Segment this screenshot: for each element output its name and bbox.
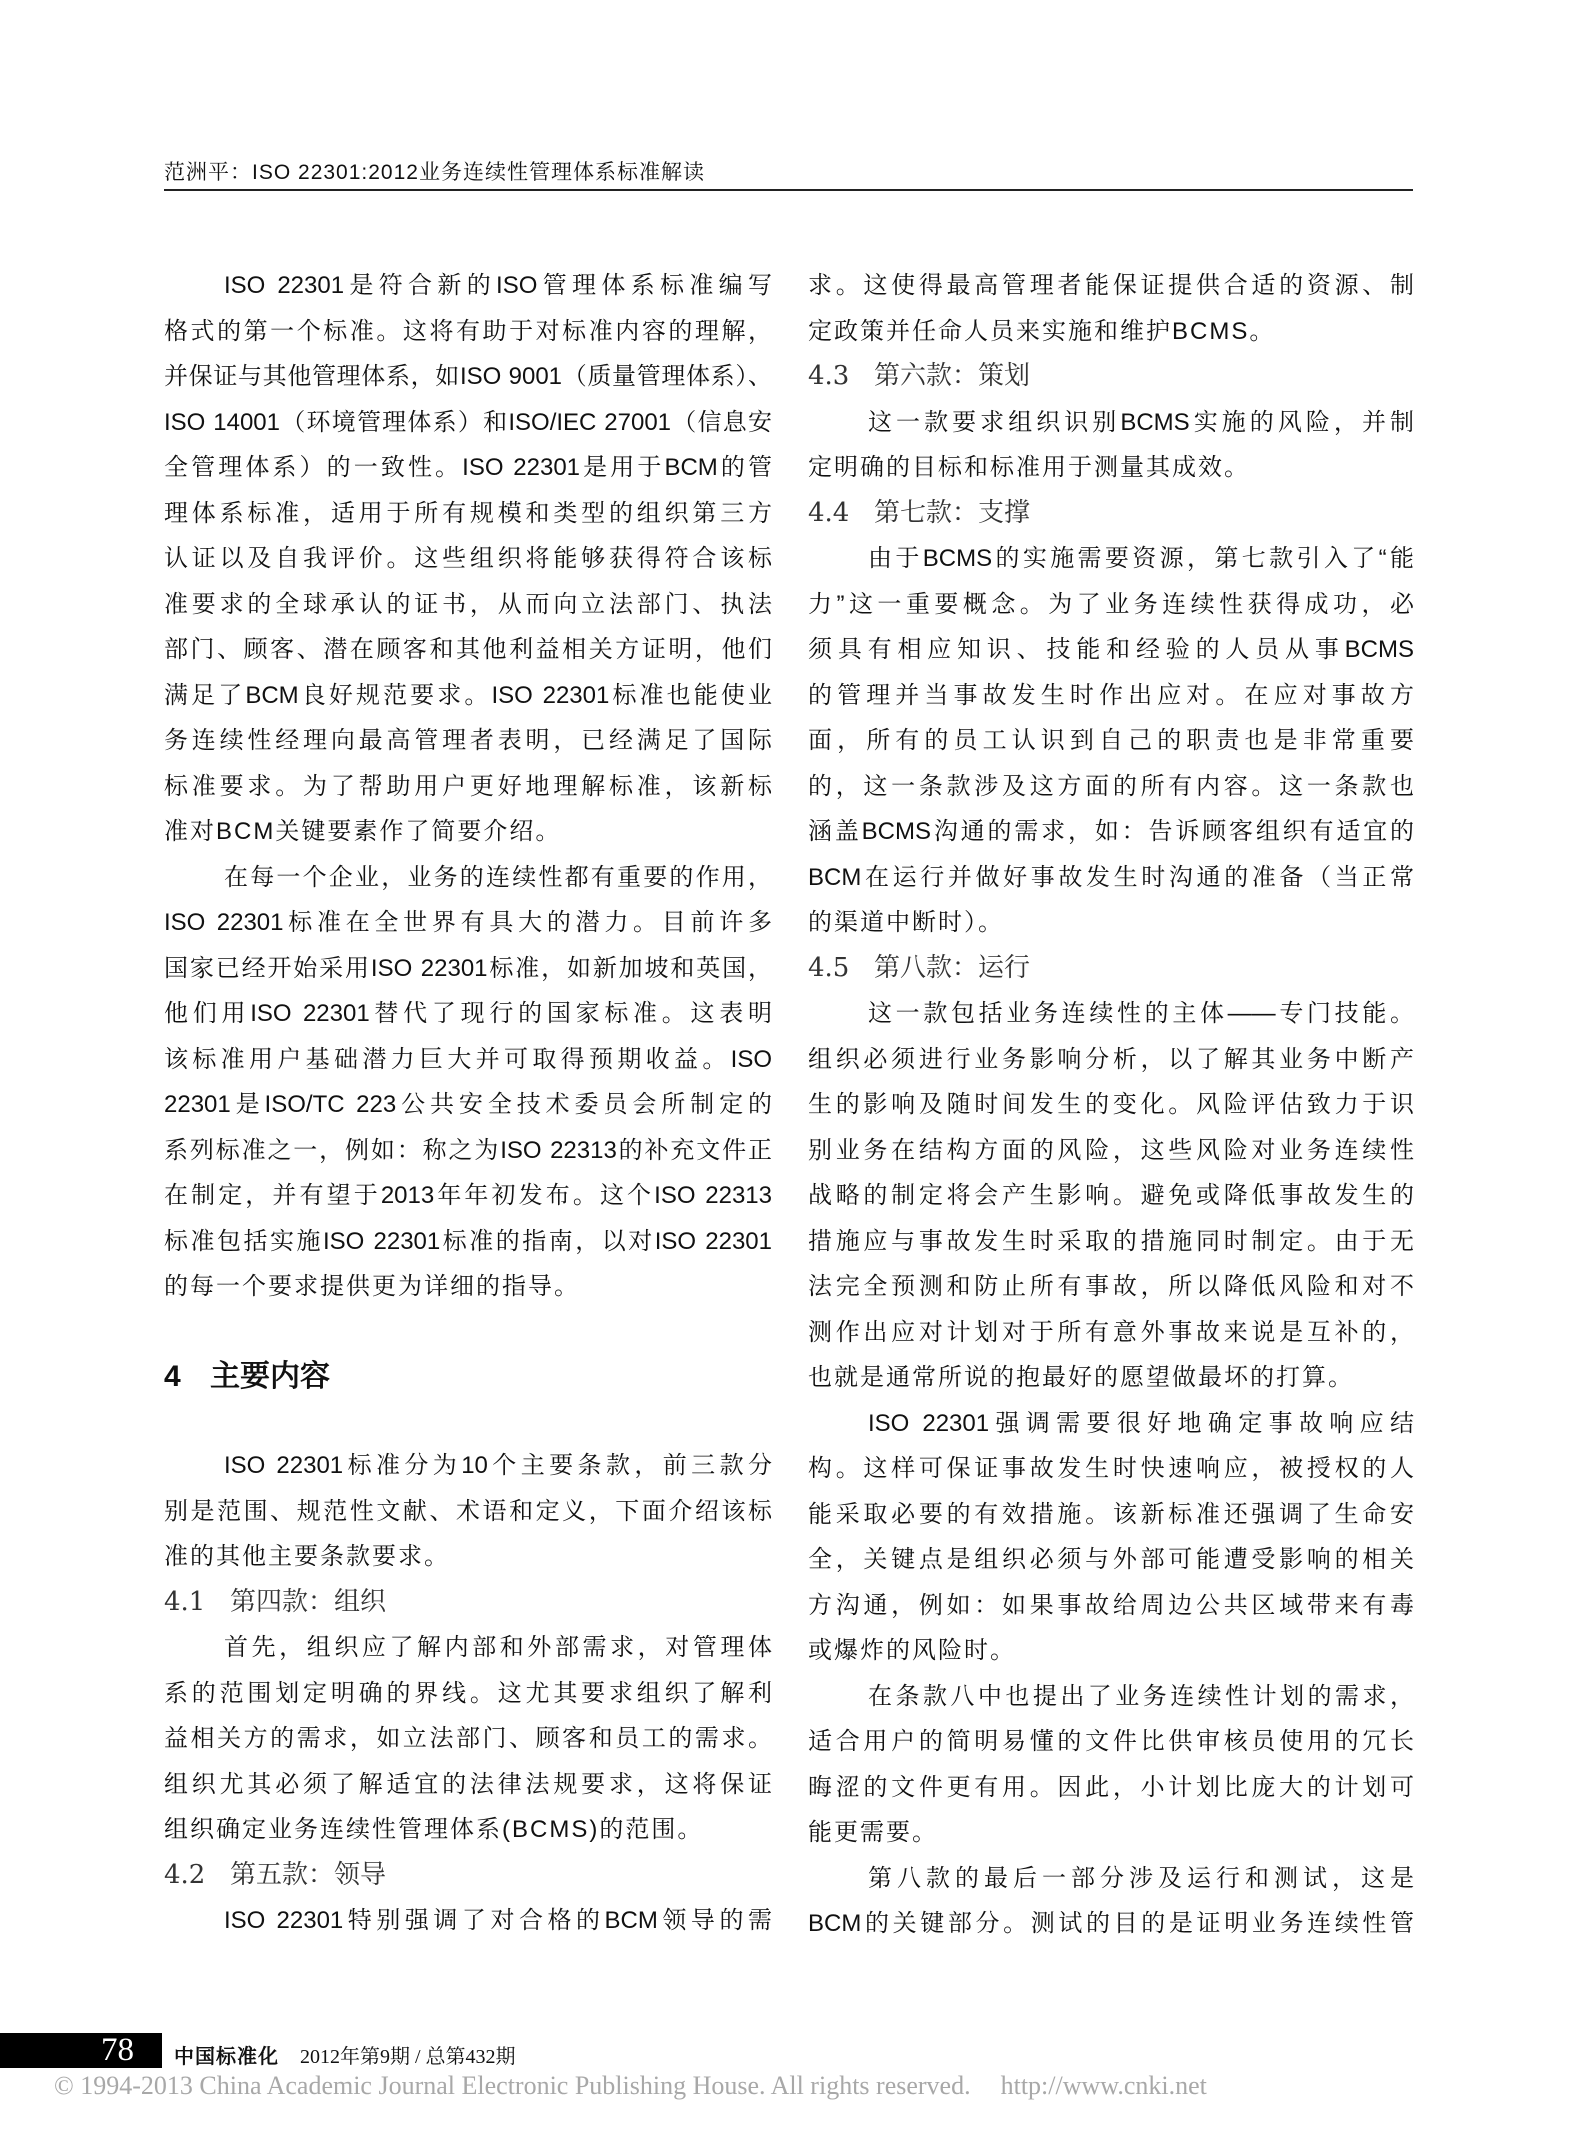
text-line: 测作出应对计划对于所有意外事故来说是互补的， bbox=[808, 1318, 1414, 1346]
text-line: BCM在运行并做好事故发生时沟通的准备（当正常 bbox=[808, 863, 1414, 891]
text-line: 的每一个要求提供更为详细的指导。 bbox=[164, 1273, 580, 1300]
text-line: 能采取必要的有效措施。该新标准还强调了生命安 bbox=[808, 1500, 1414, 1528]
heading-title: 第四款：组织 bbox=[230, 1586, 387, 1617]
text-line: 满足了BCM良好规范要求。ISO 22301标准也能使业 bbox=[164, 681, 772, 709]
page-number-box bbox=[0, 2033, 162, 2068]
copyright-text: © 1994-2013 China Academic Journal Electronic Publishing House. All rights reserved. bbox=[54, 2071, 971, 2100]
text-line: 全，关键点是组织必须与外部可能遭受影响的相关 bbox=[808, 1546, 1414, 1573]
text-line: 组织必须进行业务影响分析，以了解其业务中断产 bbox=[808, 1045, 1414, 1073]
text-line: ISO 22301标准分为10个主要条款，前三款分 bbox=[224, 1452, 772, 1479]
header-rule bbox=[164, 189, 1413, 191]
text-line: 益相关方的需求，如立法部门、顾客和员工的需求。 bbox=[164, 1725, 772, 1752]
paragraph bbox=[164, 263, 772, 855]
text-line: 涵盖BCMS沟通的需求，如：告诉顾客组织有适宜的 bbox=[808, 818, 1414, 845]
text-line: 由于BCMS的实施需要资源，第七款引入了“能 bbox=[868, 545, 1414, 572]
heading-number: 4 bbox=[164, 1359, 181, 1393]
text-line: 晦涩的文件更有用。因此，小计划比庞大的计划可 bbox=[808, 1773, 1414, 1801]
text-line: 格式的第一个标准。这将有助于对标准内容的理解， bbox=[164, 317, 772, 345]
paragraph bbox=[808, 991, 1414, 1401]
text-line: 面，所有的员工认识到自己的职责也是非常重要 bbox=[808, 727, 1414, 754]
text-line: 22301是ISO/TC 223公共安全技术委员会所制定的 bbox=[164, 1091, 772, 1118]
text-line: 措施应与事故发生时采取的措施同时制定。由于无 bbox=[808, 1227, 1414, 1255]
subsection-heading bbox=[808, 946, 1414, 992]
paragraph bbox=[164, 1625, 772, 1853]
text-line: 方沟通，例如：如果事故给周边公共区域带来有毒 bbox=[808, 1591, 1414, 1619]
text-line: 部门、顾客、潜在顾客和其他利益相关方证明，他们 bbox=[164, 636, 772, 663]
text-line: 别是范围、规范性文献、术语和定义，下面介绍该标 bbox=[164, 1497, 772, 1525]
cnki-url[interactable]: http://www.cnki.net bbox=[1000, 2071, 1207, 2100]
heading-number: 4.4 bbox=[808, 497, 850, 528]
subsection-heading bbox=[808, 491, 1414, 537]
heading-title: 主要内容 bbox=[210, 1359, 330, 1393]
copyright-line bbox=[54, 2071, 1207, 2101]
text-line: 并保证与其他管理体系，如ISO 9001（质量管理体系）、 bbox=[164, 363, 772, 390]
left-column bbox=[164, 263, 772, 1944]
text-line: ISO 14001（环境管理体系）和ISO/IEC 27001（信息安 bbox=[164, 408, 772, 436]
issue-info: 2012年第9期 / 总第432期 bbox=[300, 2046, 516, 2068]
text-line: 战略的制定将会产生影响。避免或降低事故发生的 bbox=[808, 1182, 1414, 1209]
text-line: 认证以及自我评价。这些组织将能够获得符合该标 bbox=[164, 545, 772, 572]
right-column bbox=[808, 263, 1414, 1947]
text-line: 标准要求。为了帮助用户更好地理解标准，该新标 bbox=[164, 772, 772, 800]
text-line: ISO 22301特别强调了对合格的BCM领导的需 bbox=[224, 1907, 772, 1934]
text-line: 他们用ISO 22301替代了现行的国家标准。这表明 bbox=[164, 1000, 772, 1027]
subsection-heading bbox=[164, 1580, 772, 1626]
text-line: ISO 22301强调需要很好地确定事故响应结 bbox=[868, 1409, 1414, 1437]
text-line: 适合用户的简明易懂的文件比供审核员使用的冗长 bbox=[808, 1728, 1414, 1755]
paragraph bbox=[808, 1674, 1414, 1856]
text-line: ISO 22301是符合新的ISO管理体系标准编写 bbox=[224, 272, 772, 299]
text-line: ISO 22301标准在全世界有具大的潜力。目前许多 bbox=[164, 909, 772, 936]
subsection-heading bbox=[164, 1853, 772, 1899]
text-line: 求。这使得最高管理者能保证提供合适的资源、制 bbox=[808, 272, 1414, 299]
running-head: 范洲平：ISO 22301:2012业务连续性管理体系标准解读 bbox=[164, 161, 705, 184]
section-heading bbox=[164, 1354, 772, 1400]
heading-number: 4.5 bbox=[808, 952, 850, 983]
text-line: 系的范围划定明确的界线。这尤其要求组织了解利 bbox=[164, 1679, 772, 1707]
paragraph bbox=[808, 1401, 1414, 1674]
text-line: 系列标准之一，例如：称之为ISO 22313的补充文件正 bbox=[164, 1136, 772, 1164]
heading-title: 第五款：领导 bbox=[230, 1859, 387, 1890]
page-number: 78 bbox=[101, 2032, 134, 2068]
heading-number: 4.2 bbox=[164, 1859, 206, 1890]
text-line: 定明确的目标和标准用于测量其成效。 bbox=[808, 454, 1250, 481]
heading-number: 4.1 bbox=[164, 1586, 206, 1617]
text-line: 能更需要。 bbox=[808, 1819, 938, 1846]
text-line: 或爆炸的风险时。 bbox=[808, 1637, 1016, 1664]
text-line: 也就是通常所说的抱最好的愿望做最坏的打算。 bbox=[808, 1364, 1354, 1391]
text-line: 法完全预测和防止所有事故，所以降低风险和对不 bbox=[808, 1273, 1414, 1300]
text-line: 在条款八中也提出了业务连续性计划的需求， bbox=[868, 1682, 1414, 1710]
text-line: 务连续性经理向最高管理者表明，已经满足了国际 bbox=[164, 727, 772, 754]
heading-title: 第八款：运行 bbox=[874, 952, 1031, 983]
text-line: 别业务在结构方面的风险，这些风险对业务连续性 bbox=[808, 1136, 1414, 1164]
journal-name: 中国标准化 bbox=[174, 2046, 279, 2068]
subsection-heading bbox=[808, 354, 1414, 400]
text-line: 的渠道中断时）。 bbox=[808, 909, 1004, 936]
text-line: 构。这样可保证事故发生时快速响应，被授权的人 bbox=[808, 1455, 1414, 1482]
paragraph bbox=[164, 1443, 772, 1580]
text-line: 须具有相应知识、技能和经验的人员从事BCMS bbox=[808, 636, 1414, 663]
text-line: 这一款要求组织识别BCMS实施的风险，并制 bbox=[868, 408, 1414, 436]
text-line: 准要求的全球承认的证书，从而向立法部门、执法 bbox=[164, 590, 772, 618]
paragraph bbox=[164, 855, 772, 1310]
text-line: 标准包括实施ISO 22301标准的指南，以对ISO 22301 bbox=[164, 1227, 772, 1255]
paragraph bbox=[164, 1898, 772, 1944]
text-line: 该标准用户基础潜力巨大并可取得预期收益。ISO bbox=[164, 1045, 772, 1073]
paragraph bbox=[808, 536, 1414, 946]
text-line: 全管理体系）的一致性。ISO 22301是用于BCM的管 bbox=[164, 454, 772, 481]
text-line: 组织尤其必须了解适宜的法律法规要求，这将保证 bbox=[164, 1770, 772, 1798]
text-line: 在每一个企业，业务的连续性都有重要的作用， bbox=[224, 863, 772, 891]
text-line: 这一款包括业务连续性的主体——专门技能。 bbox=[868, 1000, 1414, 1027]
text-line: 理体系标准，适用于所有规模和类型的组织第三方 bbox=[164, 499, 772, 527]
text-line: 首先，组织应了解内部和外部需求，对管理体 bbox=[224, 1634, 772, 1661]
text-line: 力”这一重要概念。为了业务连续性获得成功，必 bbox=[808, 590, 1414, 618]
text-line: 定政策并任命人员来实施和维护BCMS。 bbox=[808, 317, 1276, 345]
paragraph bbox=[808, 263, 1414, 354]
text-line: 准对BCM关键要素作了简要介绍。 bbox=[164, 818, 562, 845]
text-line: 组织确定业务连续性管理体系(BCMS)的范围。 bbox=[164, 1816, 704, 1843]
paragraph bbox=[808, 1856, 1414, 1947]
text-line: 在制定，并有望于2013年年初发布。这个ISO 22313 bbox=[164, 1182, 772, 1209]
text-line: 准的其他主要条款要求。 bbox=[164, 1543, 450, 1570]
text-line: 的管理并当事故发生时作出应对。在应对事故方 bbox=[808, 681, 1414, 709]
text-line: 第八款的最后一部分涉及运行和测试，这是 bbox=[868, 1864, 1414, 1892]
text-line: 国家已经开始采用ISO 22301标准，如新加坡和英国， bbox=[164, 954, 772, 982]
heading-title: 第六款：策划 bbox=[874, 361, 1031, 391]
text-line: 的，这一条款涉及这方面的所有内容。这一条款也 bbox=[808, 772, 1414, 800]
heading-number: 4.3 bbox=[808, 361, 850, 391]
text-line: 生的影响及随时间发生的变化。风险评估致力于识 bbox=[808, 1091, 1414, 1118]
paragraph bbox=[808, 400, 1414, 491]
text-line: BCM的关键部分。测试的目的是证明业务连续性管 bbox=[808, 1910, 1414, 1937]
heading-title: 第七款：支撑 bbox=[874, 497, 1031, 528]
